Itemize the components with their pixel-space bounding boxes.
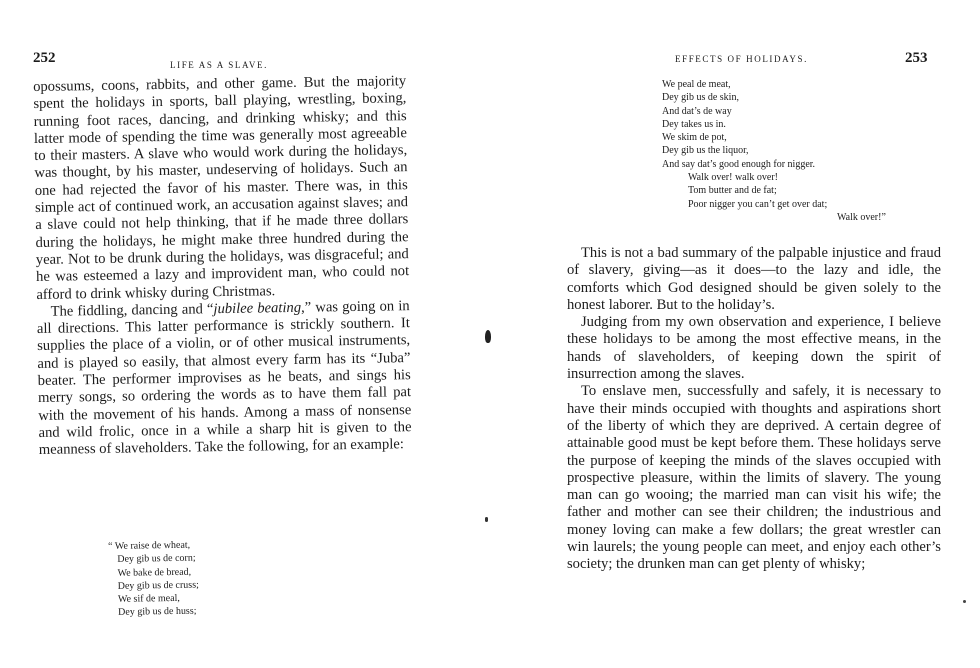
right-prose bbox=[567, 245, 941, 574]
verse-line: We skim de pot, bbox=[662, 132, 727, 144]
page-number: 252 bbox=[33, 50, 56, 66]
right-page bbox=[495, 0, 980, 668]
gutter-ink-dot bbox=[485, 517, 488, 522]
running-head: EFFECTS OF HOLIDAYS. bbox=[675, 54, 808, 64]
verse-line: Walk over! walk over! bbox=[688, 172, 778, 184]
verse-line: Dey gib us de huss; bbox=[118, 606, 197, 619]
running-head: LIFE AS A SLAVE. bbox=[170, 60, 268, 70]
verse-line: “ We raise de wheat, bbox=[108, 539, 191, 552]
page-number: 253 bbox=[905, 50, 928, 66]
verse-line: Dey gib us de skin, bbox=[662, 92, 739, 104]
paragraph bbox=[37, 298, 412, 460]
verse-line: We sif de meal, bbox=[117, 593, 180, 606]
verse-line: Dey gib us de corn; bbox=[117, 552, 196, 566]
verse-line: Dey gib us de cruss; bbox=[117, 579, 199, 592]
right-verse bbox=[662, 78, 886, 224]
paragraph: opossums, coons, rabbits, and other game. But the majority spent the holidays in sports, ball playing, wrestling, boxing, running foot races, dancing, and drinking whisky; and this latter mode of spending the time was generally most agreeable to their masters. A slave who would work during the holidays, was thought, by his master, undeserving of holidays. Such an one had rejected the favor of his master. There was, in this simple act of continued work, an accusation against slaves; and a slave could not help thinking, that if he made three dollars during the holidays, he might make three hundred during the year. Not to be drunk during the holidays, was disgraceful; and he was esteemed a lazy and improvident man, who could not afford to drink whisky during Christmas. bbox=[33, 73, 410, 303]
verse-line: And dat’s de way bbox=[662, 105, 732, 117]
paragraph: This is not a bad summary of the palpable injustice and fraud of slavery, giving—as it does—to the lazy and idle, the comforts which God designed should be given solely to the honest laborer. But to the holiday’s. bbox=[567, 245, 941, 313]
left-page bbox=[0, 0, 480, 668]
italic-phrase: jubilee beating bbox=[213, 299, 302, 318]
verse-line: Dey gib us the liquor, bbox=[662, 145, 749, 157]
verse-line: Dey takes us in. bbox=[662, 118, 726, 130]
paragraph: Judging from my own observation and experience, I believe these holidays to be among the most effective means, in the hands of slaveholders, of keeping down the spirit of insurrection among the slaves. bbox=[567, 314, 941, 383]
left-prose bbox=[33, 73, 412, 459]
gutter-ink-mark bbox=[485, 330, 491, 343]
paragraph-text: ,” was going on in all directions. This latter performance is strickly southern. It supplies the place of a violin, or of other musical instruments, and is played so easily, that almost every farm has its “Juba” beater. The performer improvises as he beats, and sings his merry songs, so ordering the words as to have them fall pat with the movement of his hands. Among a mass of nonsense and wild frolic, once in a while a sharp hit is given to the meanness of slaveholders. Take the following, for an example: bbox=[36, 297, 412, 459]
paragraph: To enslave men, successfully and safely, it is necessary to have their minds occupied with thoughts and aspirations short of the liberty of which they are deprived. A certain degree of attainable good must be kept before them. These holidays serve the purpose of keeping the minds of the slaves occupied with prospective pleasure, within the limits of slavery. The young man can go wooing; the married man can visit his wife; the father and mother can see their children; the industrious and money loving can make a few dollars; the great wrestler can win laurels; the young people can meet, and enjoy each other’s society; the drunken man can get plenty of whisky; bbox=[567, 383, 941, 573]
verse-line: And say dat’s good enough for nigger. bbox=[662, 158, 816, 170]
paragraph-text: The fiddling, dancing and “ bbox=[50, 301, 214, 320]
verse-line: We peal de meat, bbox=[662, 79, 731, 90]
left-verse bbox=[108, 539, 199, 620]
verse-line: Walk over!” bbox=[837, 211, 886, 223]
verse-line: Poor nigger you can’t get over dat; bbox=[688, 198, 828, 210]
verse-line: Tom butter and de fat; bbox=[688, 185, 777, 197]
verse-line: We bake de bread, bbox=[117, 566, 192, 579]
